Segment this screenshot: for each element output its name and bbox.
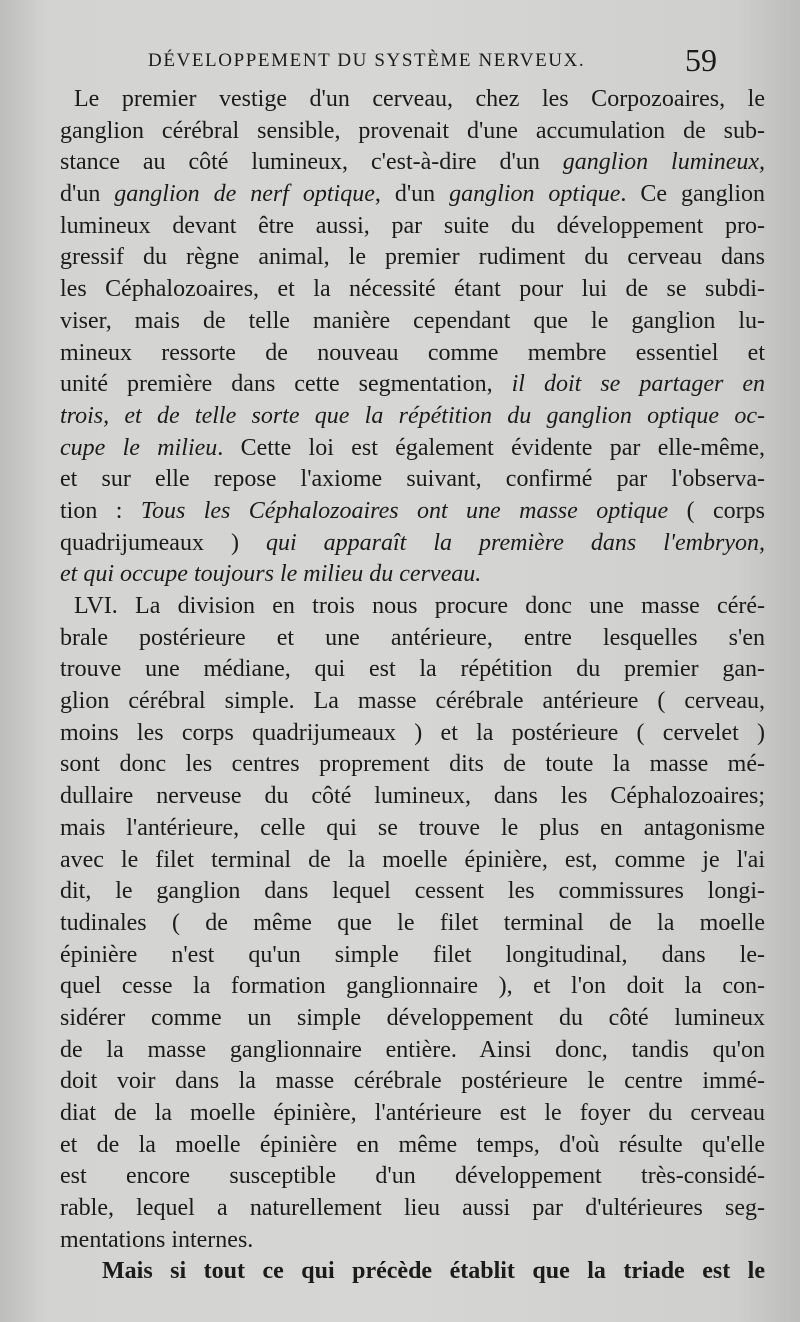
text-segment: . Cette loi est également évidente par elle-même, bbox=[217, 434, 765, 461]
text-line bbox=[60, 591, 765, 623]
text-segment: mineux ressorte de nouveau comme membre essentiel et bbox=[60, 339, 765, 366]
running-head bbox=[0, 42, 800, 82]
text-segment: glion cérébral simple. La masse cérébrale antérieure ( cerveau, bbox=[60, 688, 765, 715]
text-line bbox=[60, 147, 765, 179]
italic-text-segment: Tous les Céphalozoaires ont une masse optique bbox=[140, 497, 669, 524]
italic-text-segment: et qui occupe toujours le milieu du cerveau. bbox=[60, 561, 482, 588]
italic-text-segment: cupe le milieu bbox=[60, 434, 218, 461]
text-segment: dit, le ganglion dans lequel cessent les commissures longi- bbox=[60, 878, 765, 905]
body-text bbox=[60, 84, 765, 1288]
text-line bbox=[60, 1193, 765, 1225]
text-line bbox=[60, 274, 765, 306]
text-segment: tion : bbox=[60, 497, 141, 524]
text-line bbox=[60, 1256, 765, 1288]
italic-text-segment: il doit se partager en bbox=[511, 371, 765, 398]
text-line bbox=[60, 1225, 765, 1257]
text-segment: d'un bbox=[60, 181, 115, 208]
text-line bbox=[60, 654, 765, 686]
text-segment: mentations internes. bbox=[60, 1226, 254, 1253]
text-segment: stance au côté lumineux, c'est-à-dire d'un bbox=[60, 149, 563, 176]
text-line bbox=[60, 623, 765, 655]
text-line bbox=[60, 971, 765, 1003]
text-line bbox=[60, 718, 765, 750]
text-segment: viser, mais de telle manière cependant que le ganglion lu- bbox=[60, 307, 765, 334]
text-line bbox=[60, 179, 765, 211]
text-segment: sont donc les centres proprement dits de toute la masse mé- bbox=[60, 751, 765, 778]
text-segment: brale postérieure et une antérieure, entre lesquelles s'en bbox=[60, 624, 765, 651]
text-segment: avec le filet terminal de la moelle épinière, est, comme je l'ai bbox=[60, 846, 765, 873]
text-segment: est encore susceptible d'un développement très-considé- bbox=[60, 1163, 765, 1190]
text-segment: gressif du règne animal, le premier rudiment du cerveau dans bbox=[60, 244, 765, 271]
text-line bbox=[60, 1035, 765, 1067]
text-segment: quadrijumeaux ) bbox=[60, 529, 266, 556]
text-line bbox=[60, 1066, 765, 1098]
text-segment: les Céphalozoaires, et la nécessité étant pour lui de se subdi- bbox=[60, 276, 765, 303]
text-segment: moins les corps quadrijumeaux ) et la postérieure ( cervelet ) bbox=[60, 719, 765, 746]
text-line bbox=[60, 1161, 765, 1193]
text-segment: Le premier vestige d'un cerveau, chez les Corpozoaires, le bbox=[74, 86, 765, 112]
text-segment: diat de la moelle épinière, l'antérieure est le foyer du cerveau bbox=[60, 1100, 765, 1126]
text-line bbox=[60, 749, 765, 781]
text-line bbox=[60, 338, 765, 370]
text-segment: mais l'antérieure, celle qui se trouve le plus en antagonisme bbox=[60, 814, 765, 841]
text-segment: sidérer comme un simple développement du côté lumineux bbox=[60, 1004, 765, 1031]
text-segment: ganglion cérébral sensible, provenait d'une accumulation de sub- bbox=[60, 117, 765, 144]
text-segment: LVI. La division en trois nous procure donc une masse céré- bbox=[74, 593, 765, 619]
running-title: DÉVELOPPEMENT DU SYSTÈME NERVEUX. bbox=[148, 50, 586, 71]
text-line bbox=[60, 813, 765, 845]
text-line bbox=[60, 1003, 765, 1035]
text-segment: trouve une médiane, qui est la répétition du premier gan- bbox=[60, 656, 765, 683]
italic-text-segment: trois, et de telle sorte que la répétition du ganglion optique oc- bbox=[60, 402, 765, 429]
text-segment: de la masse ganglionnaire entière. Ainsi donc, tandis qu'on bbox=[60, 1036, 765, 1063]
text-segment: rable, lequel a naturellement lieu aussi par d'ultérieures seg- bbox=[60, 1195, 765, 1222]
text-line bbox=[60, 306, 765, 338]
text-segment: lumineux devant être aussi, par suite du développement pro- bbox=[60, 212, 765, 239]
text-line bbox=[60, 1098, 765, 1130]
text-segment: dullaire nerveuse du côté lumineux, dans les Céphalozoaires; bbox=[60, 783, 765, 810]
text-segment: , d'un bbox=[374, 181, 450, 208]
text-line bbox=[60, 242, 765, 274]
text-line bbox=[60, 845, 765, 877]
text-line bbox=[60, 116, 765, 148]
text-segment: quel cesse la formation ganglionnaire ), et l'on doit la con- bbox=[60, 973, 765, 1000]
text-line bbox=[60, 876, 765, 908]
text-segment: ( corps bbox=[668, 497, 765, 524]
text-line bbox=[60, 781, 765, 813]
text-segment: et sur elle repose l'axiome suivant, confirmé par l'observa- bbox=[60, 466, 765, 493]
text-segment: et de la moelle épinière en même temps, d'où résulte qu'elle bbox=[60, 1131, 765, 1158]
text-line bbox=[60, 211, 765, 243]
text-line bbox=[60, 496, 765, 528]
text-line bbox=[60, 559, 765, 591]
text-segment: tudinales ( de même que le filet terminal de la moelle bbox=[60, 909, 765, 936]
text-line bbox=[60, 528, 765, 560]
text-line bbox=[60, 433, 765, 465]
italic-text-segment: qui apparaît la première dans l'embryon, bbox=[265, 529, 765, 556]
text-line bbox=[60, 464, 765, 496]
text-line bbox=[60, 686, 765, 718]
text-segment: Mais si tout ce qui précède établit que la triade est le bbox=[102, 1258, 765, 1285]
text-segment: épinière n'est qu'un simple filet longitudinal, dans le- bbox=[60, 941, 765, 968]
text-segment: . Ce ganglion bbox=[620, 181, 765, 208]
text-line bbox=[60, 369, 765, 401]
italic-text-segment: ganglion optique bbox=[449, 181, 621, 208]
text-segment: doit voir dans la masse cérébrale postérieure le centre immé- bbox=[60, 1068, 765, 1095]
text-line bbox=[60, 84, 765, 116]
text-line bbox=[60, 908, 765, 940]
text-line bbox=[60, 1130, 765, 1162]
page-number: 59 bbox=[685, 42, 717, 78]
text-line bbox=[60, 401, 765, 433]
text-segment: unité première dans cette segmentation, bbox=[60, 371, 512, 398]
text-line bbox=[60, 940, 765, 972]
italic-text-segment: ganglion de nerf optique bbox=[114, 181, 375, 208]
italic-text-segment: ganglion lumineux, bbox=[562, 149, 766, 176]
